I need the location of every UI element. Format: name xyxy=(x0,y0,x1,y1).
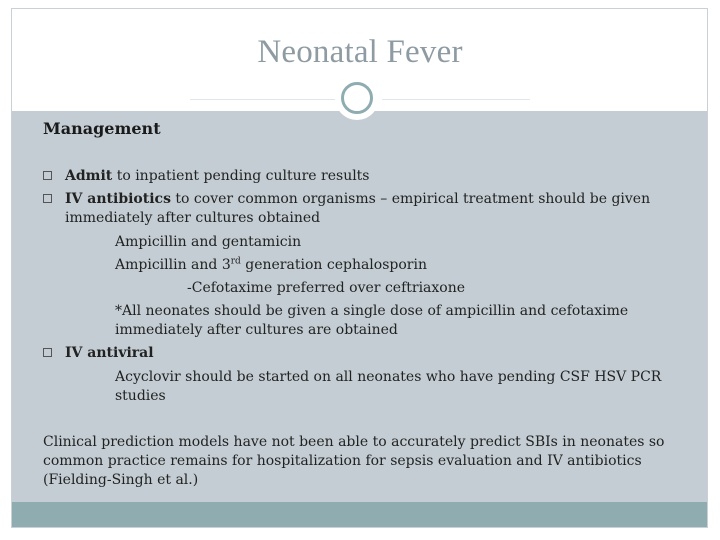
subitem-acyclovir-line1: Acyclovir should be started on all neonates who have pending CSF HSV PCR xyxy=(115,369,662,385)
bullet-iv-antibiotics-text: to cover common organisms – empirical treatment should be given xyxy=(170,191,651,207)
bullet-square-icon xyxy=(43,194,52,203)
subitem-acyclovir-line2: studies xyxy=(115,388,166,404)
subitem-all-neonates-line1: *All neonates should be given a single dose of ampicillin and cefotaxime xyxy=(115,303,629,319)
bullet-admit-text: to inpatient pending culture results xyxy=(112,168,370,184)
bullet-iv-antibiotics-label: IV antibiotics xyxy=(65,191,171,207)
note-line3: (Fielding-Singh et al.) xyxy=(43,472,199,488)
bullet-iv-antibiotics xyxy=(65,190,650,208)
note-line2: common practice remains for hospitalization for sepsis evaluation and IV antibiotics xyxy=(43,453,642,469)
section-heading: Management xyxy=(43,119,161,138)
subitem-ampicillin-gentamicin: Ampicillin and gentamicin xyxy=(115,234,302,250)
title-rule-right xyxy=(382,99,530,100)
bullet-square-icon xyxy=(43,348,52,357)
subitem-cephalosporin-sup: rd xyxy=(230,256,241,267)
subitem-all-neonates-line2: immediately after cultures are obtained xyxy=(115,322,398,338)
bullet-square-icon xyxy=(43,171,52,180)
bullet-iv-antibiotics-continuation: immediately after cultures obtained xyxy=(65,210,321,226)
circle-ornament-icon xyxy=(335,76,379,120)
subitem-cephalosporin-pre: Ampicillin and 3 xyxy=(115,257,231,273)
subitem-ampicillin-cephalosporin xyxy=(115,256,427,274)
bullet-admit-label: Admit xyxy=(65,168,113,184)
subitem-cefotaxime: -Cefotaxime preferred over ceftriaxone xyxy=(187,280,466,296)
subitem-cephalosporin-post: generation cephalosporin xyxy=(240,257,427,273)
title-rule-left xyxy=(190,99,338,100)
bullet-admit xyxy=(65,167,370,185)
note-line1: Clinical prediction models have not been able to accurately predict SBIs in neonates so xyxy=(43,434,665,450)
bullet-iv-antiviral-label: IV antiviral xyxy=(65,345,154,361)
slide-title: Neonatal Fever xyxy=(257,34,463,70)
